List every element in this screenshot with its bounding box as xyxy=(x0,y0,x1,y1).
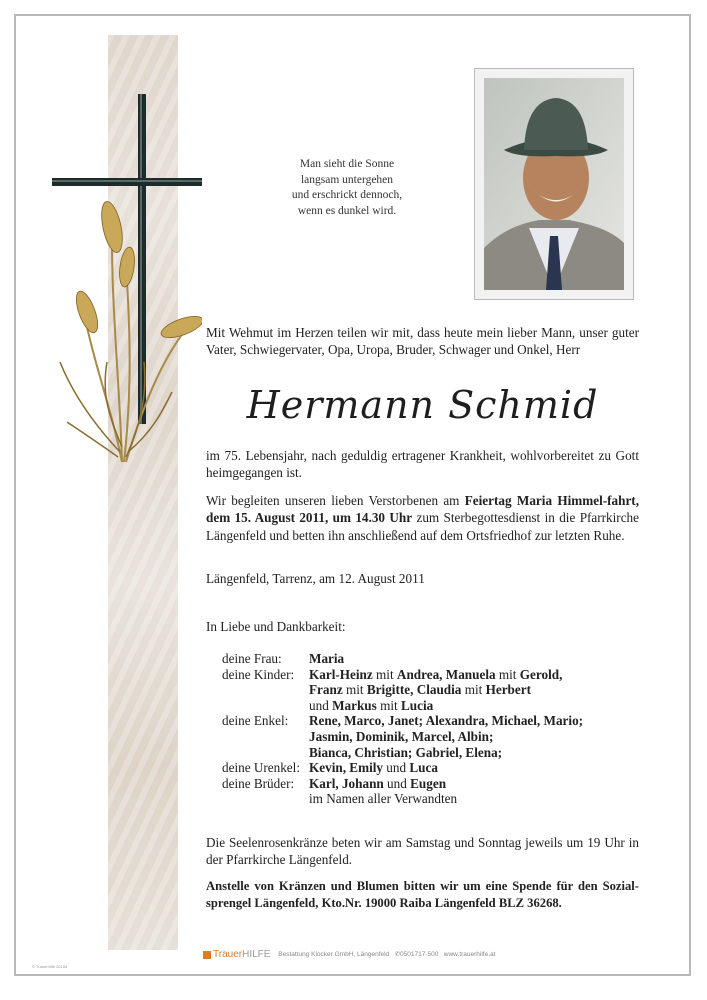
relative-name: Kevin, Emily xyxy=(309,760,383,776)
relation-label: deine Frau: xyxy=(222,651,282,666)
trauerhilfe-logo-icon xyxy=(203,951,211,959)
family-row-grandchildren xyxy=(222,745,583,761)
gratitude-line: In Liebe und Dankbarkeit: xyxy=(206,619,346,634)
connector-text: mit xyxy=(372,666,397,682)
family-row-children xyxy=(222,698,583,714)
company-name: Bestattung Klocker GmbH, Längenfeld xyxy=(278,951,390,959)
relation-label: deine Urenkel: xyxy=(222,760,300,776)
website[interactable]: www.trauerhilfe.at xyxy=(443,951,496,959)
poem-line: langsam untergehen xyxy=(300,173,394,186)
connector-text: mit xyxy=(342,682,367,698)
portrait-photo xyxy=(474,68,634,300)
poem-line: wenn es dunkel wird. xyxy=(297,204,397,217)
funeral-text: Wir begleiten unseren lieben Verstorbenen am xyxy=(206,493,465,508)
intro-text: Mit Wehmut im Herzen teilen wir mit, dass heute mein lieber Mann, unser guter Vater, Schwiegervater, Opa, Uropa, Bruder, Schwager und Onkel, Herr xyxy=(206,325,639,358)
rosary-text: Die Seelenrosenkränze beten wir am Samstag und Sonntag jeweils um 19 Uhr in der Pfarrkirche Längenfeld. xyxy=(206,835,639,868)
connector-text: mit xyxy=(376,697,401,713)
funeral-details xyxy=(206,492,639,544)
relative-name: Jasmin, Dominik, Marcel, Albin; xyxy=(309,728,494,744)
relative-name: Brigitte, Claudia xyxy=(366,682,462,698)
footer xyxy=(203,949,495,960)
poem-line: Man sieht die Sonne xyxy=(299,158,395,170)
family-row-brothers xyxy=(222,776,583,792)
relative-name: Rene, Marco, Janet; Alexandra, Michael, Mario; xyxy=(309,713,584,729)
relation-label: deine Kinder: xyxy=(222,666,295,682)
family-row-great-grandchildren xyxy=(222,760,583,776)
place-date: Längenfeld, Tarrenz, am 12. August 2011 xyxy=(206,571,425,586)
family-row-grandchildren xyxy=(222,713,583,729)
family-list xyxy=(222,651,583,807)
relation-label: deine Enkel: xyxy=(222,713,289,729)
relation-label: deine Brüder: xyxy=(222,775,295,791)
poem xyxy=(262,157,432,219)
family-row-children xyxy=(222,682,583,698)
relative-name: Eugen xyxy=(410,775,447,791)
relative-name: Herbert xyxy=(485,682,531,698)
portrait-image xyxy=(484,78,624,290)
deceased-name: Hermann Schmid xyxy=(246,383,599,427)
relative-name: Luca xyxy=(409,760,438,776)
relative-name: Markus xyxy=(332,697,377,713)
phone-number: ✆0501717-500 xyxy=(394,951,439,959)
connector-text: und xyxy=(309,697,333,713)
cross-wheat-icon xyxy=(52,92,202,492)
relatives-line: im Namen aller Verwandten xyxy=(309,791,458,807)
funeral-date: Feiertag Maria Himmel-fahrt, dem 15. August 2011, um 14.30 Uhr xyxy=(206,493,639,526)
donation-text: Anstelle von Kränzen und Blumen bitten wir um eine Spende für den Sozial-sprengel Längenfeld, Kto.Nr. 19000 Raiba Längenfeld BLZ 36268. xyxy=(206,879,639,911)
family-row-relatives xyxy=(222,791,583,807)
poem-line: und erschrickt dennoch, xyxy=(291,189,403,201)
relative-name: Karl, Johann xyxy=(309,775,384,791)
family-row-wife xyxy=(222,651,583,667)
brand-name xyxy=(213,949,270,960)
relative-name: Franz xyxy=(309,682,343,698)
connector-text: mit xyxy=(495,666,520,682)
brand-text: Trauer xyxy=(213,949,243,960)
relative-name: Gerold, xyxy=(519,666,563,682)
connector-text: mit xyxy=(461,682,486,698)
relative-name: Lucia xyxy=(400,697,434,713)
family-row-grandchildren xyxy=(222,729,583,745)
death-notice: im 75. Lebensjahr, nach geduldig ertragener Krankheit, wohlvorbereitet zu Gott heimgegangen ist. xyxy=(206,448,639,481)
relative-name: Andrea, Manuela xyxy=(396,666,496,682)
brand-text: HILFE xyxy=(242,949,271,960)
copyright-note: © Trauerhilfe 20154 xyxy=(32,964,68,969)
connector-text: und xyxy=(383,760,410,776)
family-row-children xyxy=(222,667,583,683)
relative-name: Bianca, Christian; Gabriel, Elena; xyxy=(309,744,503,760)
connector-text: und xyxy=(383,775,411,791)
relative-name: Maria xyxy=(309,651,345,666)
funeral-text: zum Sterbegottesdienst in die Pfarrkirche Längenfeld und betten ihn anschließend auf dem Ortsfriedhof zur letzten Ruhe. xyxy=(206,510,640,543)
relative-name: Karl-Heinz xyxy=(309,666,373,682)
